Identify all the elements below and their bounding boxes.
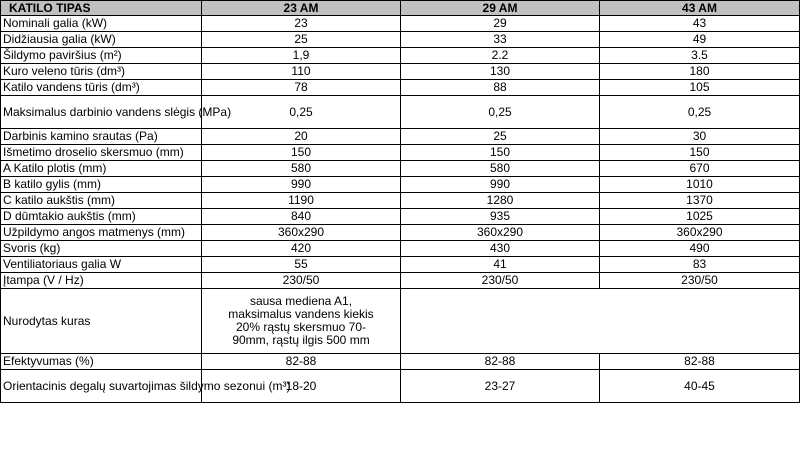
row-label: Didžiausia galia (kW) <box>1 32 202 48</box>
row-label: Šildymo paviršius (m²) <box>1 48 202 64</box>
cell-value: 130 <box>401 64 600 80</box>
cell-value: 55 <box>202 257 401 273</box>
cell-value: 20 <box>202 129 401 145</box>
cell-value: 150 <box>202 145 401 161</box>
row-label: Maksimalus darbinio vandens slėgis (MPa) <box>1 96 202 129</box>
cell-value: 360x290 <box>600 225 800 241</box>
cell-value: 180 <box>600 64 800 80</box>
fuel-line: 90mm, rąstų ilgis 500 mm <box>232 333 370 347</box>
fuel-line: 20% rąstų skersmuo 70- <box>235 320 367 334</box>
row-label: B katilo gylis (mm) <box>1 177 202 193</box>
cell-value: 1025 <box>600 209 800 225</box>
row-label: Įtampa (V / Hz) <box>1 273 202 289</box>
cell-value: 670 <box>600 161 800 177</box>
cell-value: 230/50 <box>600 273 800 289</box>
fuel-label: Nurodytas kuras <box>1 289 202 354</box>
cell-value: 25 <box>202 32 401 48</box>
cell-value: 360x290 <box>202 225 401 241</box>
spec-row <box>1 145 800 161</box>
empty-cell <box>401 289 800 354</box>
cell-value: 1370 <box>600 193 800 209</box>
cell-value: 83 <box>600 257 800 273</box>
cell-value: 420 <box>202 241 401 257</box>
cell-value: 2.2 <box>401 48 600 64</box>
row-label: A Katilo plotis (mm) <box>1 161 202 177</box>
cell-value: 840 <box>202 209 401 225</box>
cell-value: 935 <box>401 209 600 225</box>
row-label: Kuro veleno tūris (dm³) <box>1 64 202 80</box>
row-label: Svoris (kg) <box>1 241 202 257</box>
row-label: C katilo aukštis (mm) <box>1 193 202 209</box>
cell-value: 0,25 <box>600 96 800 129</box>
cell-value: 150 <box>401 145 600 161</box>
row-label: Efektyvumas (%) <box>1 354 202 370</box>
fuel-row <box>1 289 800 354</box>
spec-row <box>1 193 800 209</box>
cell-value: 41 <box>401 257 600 273</box>
fuel-line: sausa mediena A1, <box>249 294 353 308</box>
cell-value: 82-88 <box>202 354 401 370</box>
spec-row <box>1 80 800 96</box>
model-header: 43 AM <box>600 1 800 16</box>
spec-row <box>1 16 800 32</box>
row-label: Ventiliatoriaus galia W <box>1 257 202 273</box>
cell-value: 230/50 <box>401 273 600 289</box>
spec-row <box>1 241 800 257</box>
model-header: 23 AM <box>202 1 401 16</box>
spec-row <box>1 32 800 48</box>
spec-row <box>1 354 800 370</box>
cell-value: 110 <box>202 64 401 80</box>
fuel-description <box>202 289 401 354</box>
fuel-line: maksimalus vandens kiekis <box>228 307 374 321</box>
cell-value: 43 <box>600 16 800 32</box>
spec-row <box>1 273 800 289</box>
cell-value: 0,25 <box>202 96 401 129</box>
cell-value: 82-88 <box>600 354 800 370</box>
row-label: Išmetimo droselio skersmuo (mm) <box>1 145 202 161</box>
spec-row <box>1 161 800 177</box>
cell-value: 1190 <box>202 193 401 209</box>
spec-row <box>1 96 800 129</box>
cell-value: 23-27 <box>401 370 600 403</box>
row-label: Darbinis kamino srautas (Pa) <box>1 129 202 145</box>
cell-value: 0,25 <box>401 96 600 129</box>
cell-value: 150 <box>600 145 800 161</box>
cell-value: 990 <box>202 177 401 193</box>
row-label: Nominali galia (kW) <box>1 16 202 32</box>
header-row <box>1 1 800 16</box>
cell-value: 430 <box>401 241 600 257</box>
cell-value: 25 <box>401 129 600 145</box>
spec-row <box>1 48 800 64</box>
cell-value: 105 <box>600 80 800 96</box>
cell-value: 30 <box>600 129 800 145</box>
cell-value: 82-88 <box>401 354 600 370</box>
cell-value: 1010 <box>600 177 800 193</box>
cell-value: 49 <box>600 32 800 48</box>
row-label: Orientacinis degalų suvartojimas šildymo sezonui (m³) <box>1 370 202 403</box>
cell-value: 1280 <box>401 193 600 209</box>
cell-value: 230/50 <box>202 273 401 289</box>
header-label: KATILO TIPAS <box>1 1 202 16</box>
spec-row <box>1 225 800 241</box>
spec-row <box>1 209 800 225</box>
cell-value: 29 <box>401 16 600 32</box>
row-label: Užpildymo angos matmenys (mm) <box>1 225 202 241</box>
cell-value: 580 <box>401 161 600 177</box>
cell-value: 580 <box>202 161 401 177</box>
cell-value: 23 <box>202 16 401 32</box>
cell-value: 18-20 <box>202 370 401 403</box>
cell-value: 1,9 <box>202 48 401 64</box>
cell-value: 88 <box>401 80 600 96</box>
row-label: Katilo vandens tūris (dm³) <box>1 80 202 96</box>
spec-row <box>1 129 800 145</box>
cell-value: 990 <box>401 177 600 193</box>
cell-value: 3.5 <box>600 48 800 64</box>
cell-value: 490 <box>600 241 800 257</box>
row-label: D dūmtakio aukštis (mm) <box>1 209 202 225</box>
cell-value: 33 <box>401 32 600 48</box>
spec-row <box>1 64 800 80</box>
cell-value: 40-45 <box>600 370 800 403</box>
cell-value: 360x290 <box>401 225 600 241</box>
spec-row <box>1 177 800 193</box>
spec-row <box>1 370 800 403</box>
spec-row <box>1 257 800 273</box>
model-header: 29 AM <box>401 1 600 16</box>
cell-value: 78 <box>202 80 401 96</box>
